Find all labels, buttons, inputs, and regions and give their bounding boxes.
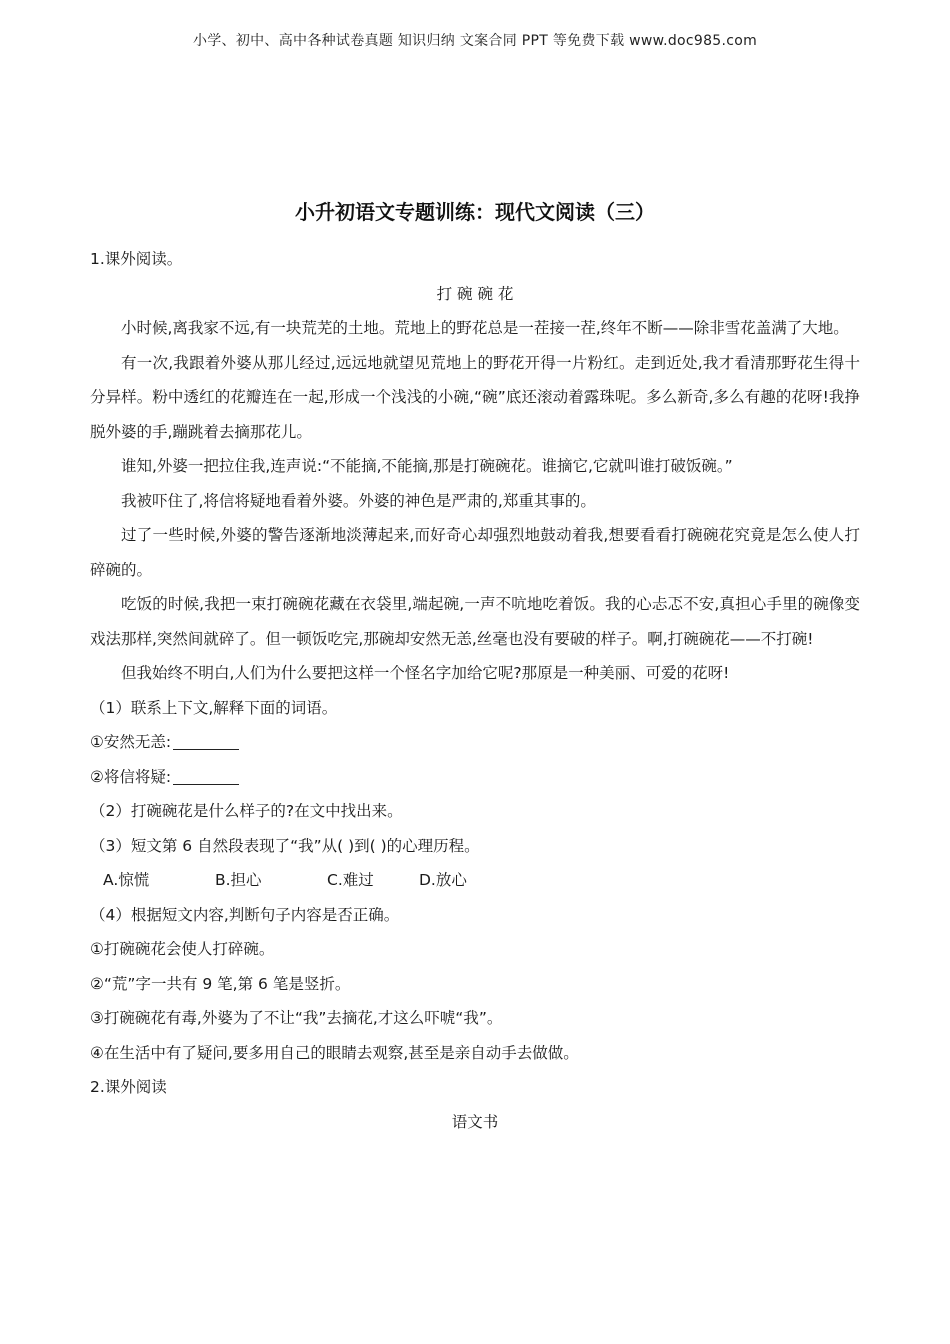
question-1-item-1-label: ①安然无恙: <box>90 733 172 751</box>
question-4-item-1: ①打碗碗花会使人打碎碗。 <box>90 940 275 958</box>
page-header: 小学、初中、高中各种试卷真题 知识归纳 文案合同 PPT 等免费下载 www.doc985.com <box>192 33 758 49</box>
paragraph-6: 吃饭的时候,我把一束打碗碗花藏在衣袋里,端起碗,一声不吭地吃着饭。我的心忐忑不安,真担心手里的碗像变戏法那样,突然间就碎了。但一顿饭吃完,那碗却安然无恙,丝毫也没有要破的样子。啊,打碗碗花——不打碗! <box>90 595 860 648</box>
passage-1-title: 打 碗 碗 花 <box>436 284 514 303</box>
document-body <box>90 242 860 1139</box>
option-a: A.惊慌 <box>103 871 150 889</box>
question-1-item-1 <box>90 725 860 760</box>
question-1-item-2 <box>90 760 860 795</box>
paragraph-7: 但我始终不明白,人们为什么要把这样一个怪名字加给它呢?那原是一种美丽、可爱的花呀! <box>121 664 730 682</box>
question-4-item-4: ④在生活中有了疑问,要多用自己的眼睛去观察,甚至是亲自动手去做做。 <box>90 1043 579 1062</box>
option-d: D.放心 <box>419 871 467 889</box>
question-3-options <box>90 863 860 898</box>
paragraph-1: 小时候,离我家不远,有一块荒芜的土地。荒地上的野花总是一茬接一茬,终年不断——除非雪花盖满了大地。 <box>121 319 849 337</box>
paragraph-4: 我被吓住了,将信将疑地看着外婆。外婆的神色是严肃的,郑重其事的。 <box>121 491 596 510</box>
option-c: C.难过 <box>327 871 374 889</box>
passage-2-title: 语文书 <box>451 1112 499 1131</box>
question-3-prompt: （3）短文第 6 自然段表现了“我”从( )到( )的心理历程。 <box>90 836 480 855</box>
question-1-item-2-label: ②将信将疑: <box>90 767 172 786</box>
question-4-item-3: ③打碗碗花有毒,外婆为了不让“我”去摘花,才这么吓唬“我”。 <box>90 1009 503 1027</box>
question-2: （2）打碗碗花是什么样子的?在文中找出来。 <box>90 802 403 820</box>
paragraph-5: 过了一些时候,外婆的警告逐渐地淡薄起来,而好奇心却强烈地鼓动着我,想要看看打碗碗花究竟是怎么使人打碎碗的。 <box>90 526 860 579</box>
question-4-prompt: （4）根据短文内容,判断句子内容是否正确。 <box>90 905 400 924</box>
question-1-prompt: （1）联系上下文,解释下面的词语。 <box>90 698 338 717</box>
section-1-heading: 1.课外阅读。 <box>90 250 183 268</box>
page-title: 小升初语文专题训练：现代文阅读（三） <box>295 200 655 224</box>
paragraph-3: 谁知,外婆一把拉住我,连声说:“不能摘,不能摘,那是打碗碗花。谁摘它,它就叫谁打破饭碗。” <box>121 457 733 475</box>
question-4-item-2: ②“荒”字一共有 9 笔,第 6 笔是竖折。 <box>90 974 351 993</box>
option-b: B.担心 <box>215 871 262 889</box>
section-2-heading: 2.课外阅读 <box>90 1078 167 1096</box>
answer-blank-1[interactable] <box>173 731 239 750</box>
answer-blank-2[interactable] <box>173 766 239 785</box>
paragraph-2: 有一次,我跟着外婆从那儿经过,远远地就望见荒地上的野花开得一片粉红。走到近处,我才看清那野花生得十分异样。粉中透红的花瓣连在一起,形成一个浅浅的小碗,“碗”底还滚动着露珠呢。多么新奇,多么有趣的花呀!我挣脱外婆的手,蹦跳着去摘那花儿。 <box>90 353 860 441</box>
